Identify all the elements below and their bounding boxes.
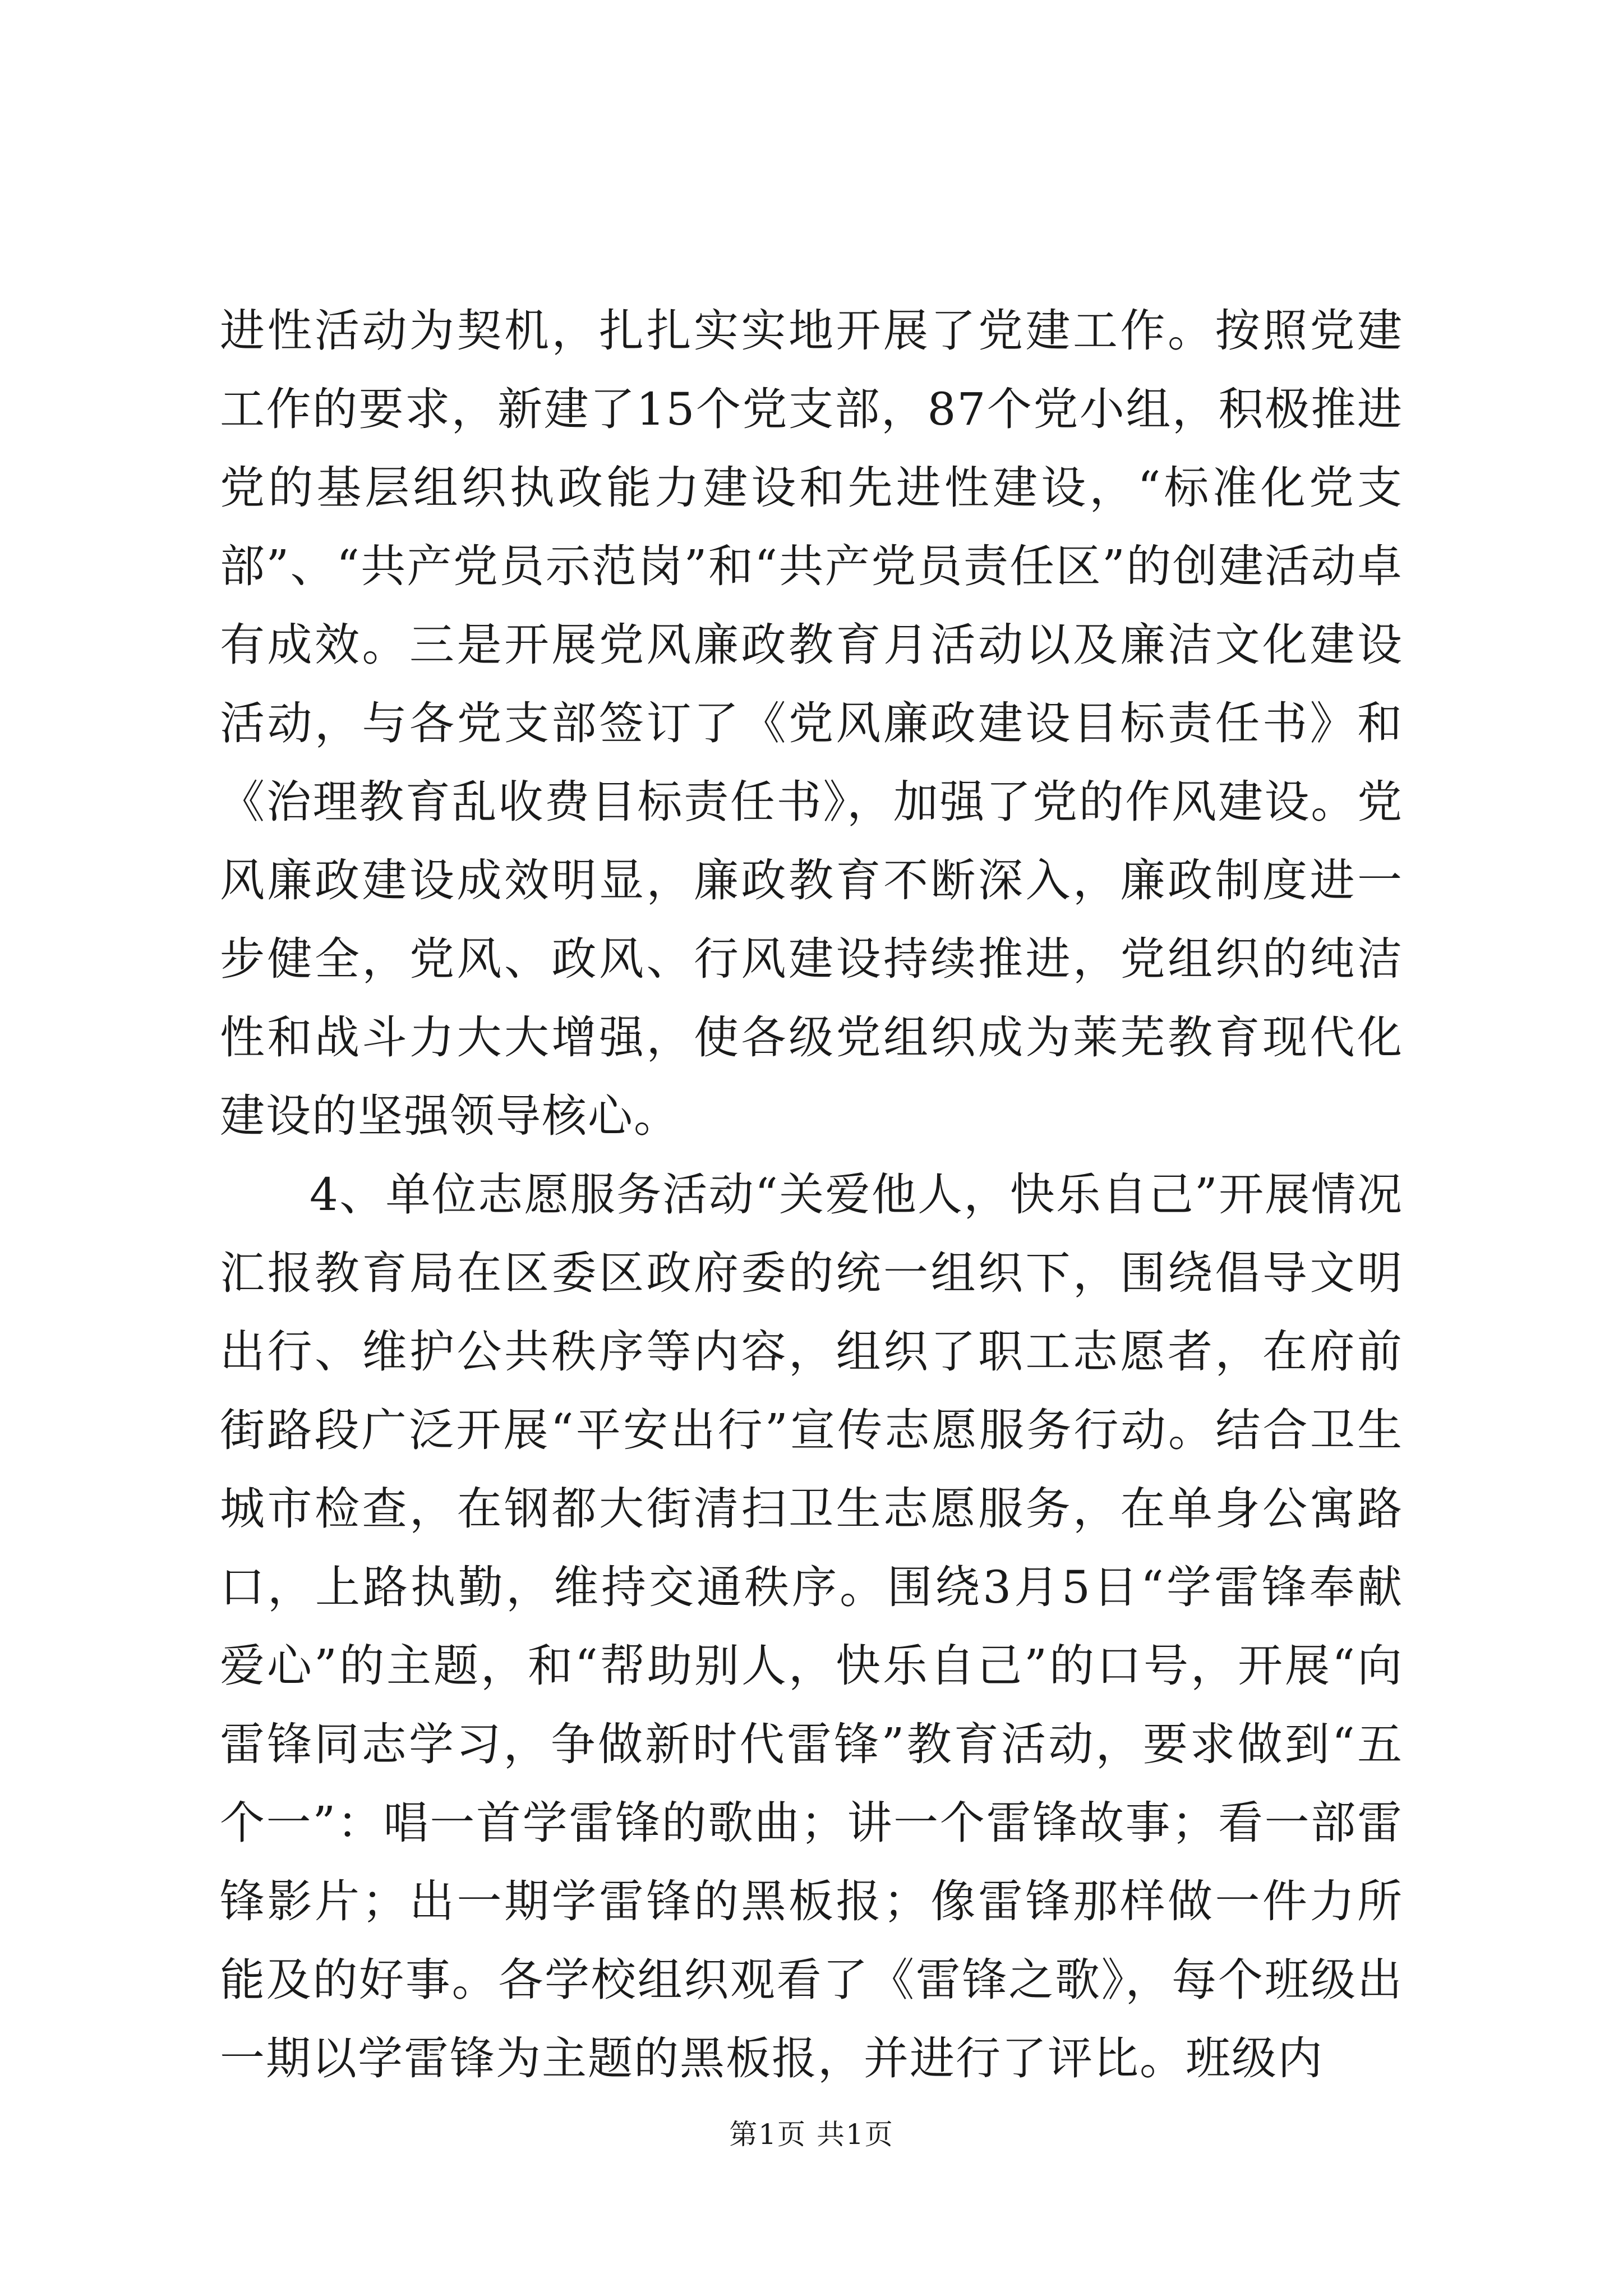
- paragraph-2: 4、单位志愿服务活动“关爱他人，快乐自己”开展情况汇报教育局在区委区政府委的统一组织下，围绕倡导文明出行、维护公共秩序等内容，组织了职工志愿者，在府前街路段广泛开展“平安出行”宣传志愿服务行动。结合卫生城市检查，在钢都大街清扫卫生志愿服务，在单身公寓路口，上路执勤，维持交通秩序。围绕3月5日“学雷锋奉献爱心”的主题，和“帮助别人，快乐自己”的口号，开展“向雷锋同志学习，争做新时代雷锋”教育活动，要求做到“五个一”：唱一首学雷锋的歌曲；讲一个雷锋故事；看一部雷锋影片；出一期学雷锋的黑板报；像雷锋那样做一件力所能及的好事。各学校组织观看了《雷锋之歌》，每个班级出一期以学雷锋为主题的黑板报，并进行了评比。班级内: [220, 1168, 1403, 2085]
- page-footer: 第1页 共1页: [729, 2118, 894, 2151]
- paragraph-1: 进性活动为契机，扎扎实实地开展了党建工作。按照党建工作的要求，新建了15个党支部，87个党小组，积极推进党的基层组织执政能力建设和先进性建设，“标准化党支部”、“共产党员示范岗”和“共产党员责任区”的创建活动卓有成效。三是开展党风廉政教育月活动以及廉洁文化建设活动，与各党支部签订了《党风廉政建设目标责任书》和《治理教育乱收费目标责任书》，加强了党的作风建设。党风廉政建设成效明显，廉政教育不断深入，廉政制度进一步健全，党风、政风、行风建设持续推进，党组织的纯洁性和战斗力大大增强，使各级党组织成为莱芜教育现代化建设的坚强领导核心。: [220, 305, 1403, 1142]
- document-body: [220, 292, 1403, 2098]
